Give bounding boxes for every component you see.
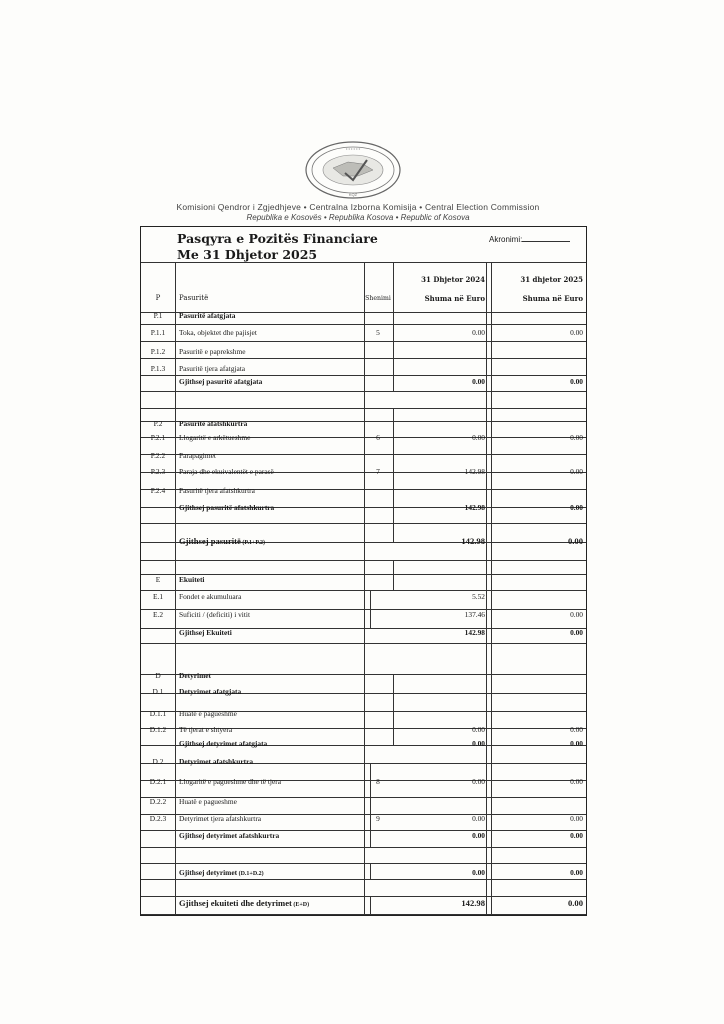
row-code: E.1 [152,592,164,601]
row-code: D.2.1 [149,777,167,786]
row-value-2025: 0.00 [567,536,583,546]
row-code: P.2.4 [150,486,166,495]
statement-date-line: Me 31 Dhjetor 2025 [177,247,318,262]
row-value-2025: 0.00 [570,777,583,786]
row-description: Fondet e akumuluara [179,592,242,601]
row-value-2025: 0.00 [570,725,583,734]
row-value-2025: 0.00 [570,328,583,337]
row-description: Suficiti / (deficiti) i vitit [179,610,251,619]
row-description: Parapagimet [179,451,216,460]
akronimi-field [489,233,570,244]
svg-text:KQZ: KQZ [348,192,358,197]
row-description: Gjithsej detyrimet afatshkurtra [179,831,280,840]
row-value-2025: 0.00 [570,377,583,386]
row-description: Huatë e pagueshme [179,709,237,718]
row-value-2025: 0.00 [570,433,583,442]
grid-column-line [370,763,371,847]
statement-title [177,231,378,263]
col-header-2025-unit: Shuma në Euro [522,294,583,303]
row-value-2025: 0.00 [570,610,583,619]
grid-column-line [393,560,394,590]
akronimi-label: Akronimi: [489,235,523,244]
row-description-text: Gjithsej detyrimet [179,868,238,877]
row-code: D.2.3 [149,814,167,823]
grid-column-line [175,262,176,914]
row-note-ref: 6 [376,433,380,442]
row-value-2025: 0.00 [570,831,583,840]
row-code: D.2.2 [149,797,167,806]
row-value-2024: 142.98 [464,503,485,512]
row-code: P.1.1 [150,328,166,337]
row-code: D.1.2 [149,725,167,734]
col-header-desc: Pasuritë [179,294,209,302]
col-header-2025-date: 31 dhjetor 2025 [520,275,583,284]
row-value-2024: 137.46 [464,610,485,619]
grid-row-line [141,914,586,915]
grid-column-line [393,674,394,745]
row-code: D.1 [152,687,164,696]
row-description [179,868,264,879]
row-value-2024: 0.00 [472,814,485,823]
row-formula: (E+D) [291,902,310,908]
row-description: Toka, objektet dhe pajisjet [179,328,257,337]
row-value-2024: 0.00 [472,433,485,442]
col-header-code: P [155,294,161,302]
row-formula: (P.1+P.2) [240,540,265,546]
row-description: Huatë e pagueshme [179,797,237,806]
col-header-2024-unit: Shuma në Euro [424,294,485,303]
row-description: Të tjerat e shtyera [179,725,233,734]
row-value-2025: 0.00 [570,739,583,748]
row-code: E.2 [152,610,164,619]
row-description: Pasuritë afatgjata [179,311,236,320]
grid-column-line [486,262,487,914]
row-description: Paraja dhe ekuivalentët e parasë [179,467,274,476]
grid-column-line [370,590,371,628]
row-description: Pasuritë afatshkurtra [179,419,248,428]
grid-column-line [370,863,371,879]
row-value-2024: 5.52 [472,592,485,601]
row-value-2025: 0.00 [570,467,583,476]
row-value-2025: 0.00 [567,898,583,908]
row-code: E [155,575,161,584]
svg-text:• • • • • •: • • • • • • [346,146,360,151]
row-description [179,899,309,910]
row-code: P.2 [153,419,163,428]
row-description-text: Gjithsej ekuiteti dhe detyrimet [179,898,292,908]
row-code: P.1.3 [150,364,166,373]
row-description: Gjithsej pasuritë afatgjata [179,377,263,386]
col-header-2024-date: 31 Dhjetor 2024 [421,275,485,284]
row-description: Pasuritë tjera afatshkurtra [179,486,255,495]
row-note-ref: 9 [376,814,380,823]
row-description: Detyrimet afatshkurtra [179,757,254,766]
row-value-2024: 0.00 [472,777,485,786]
row-description: Llogaritë e pagueshme dhe të tjera [179,777,281,786]
row-note-ref: 7 [376,467,380,476]
col-header-note: Shenimi [365,295,391,302]
row-code: P.2.2 [150,451,166,460]
grid-column-line [370,896,371,914]
row-value-2024: 0.00 [472,868,485,877]
row-code: P.2.3 [150,467,166,476]
row-value-2024: 0.00 [472,725,485,734]
row-description: Pasuritë e paprekshme [179,347,246,356]
row-value-2025: 0.00 [570,628,583,637]
row-code: D [155,671,161,680]
row-value-2024: 142.98 [461,898,485,908]
row-description: Pasuritë tjera afatgjata [179,364,246,373]
row-description-text: Gjithsej pasuritë [179,536,241,546]
row-value-2025: 0.00 [570,503,583,512]
row-value-2024: 142.98 [464,628,485,637]
row-value-2024: 142.98 [461,536,485,546]
row-description: Llogaritë e arkëtueshme [179,433,251,442]
row-description: Gjithsej Ekuiteti [179,628,232,637]
commission-seal-logo [303,140,403,200]
row-value-2024: 0.00 [472,377,485,386]
row-description: Gjithsej detyrimet afatgjata [179,739,268,748]
row-value-2024: 0.00 [472,328,485,337]
row-value-2024: 142.98 [464,467,485,476]
financial-position-statement [140,226,587,916]
republic-names-line: Republika e Kosovës • Republika Kosova • Republic of Kosova [246,213,470,222]
row-code: P.1 [153,311,163,320]
row-code: P.2.1 [150,433,166,442]
row-description [179,537,265,548]
row-value-2024: 0.00 [472,831,485,840]
row-note-ref: 8 [376,777,380,786]
row-note-ref: 5 [376,328,380,337]
row-value-2024: 0.00 [472,739,485,748]
row-code: D.2 [152,757,164,766]
statement-title-line1: Pasqyra e Pozitës Financiare [177,231,378,246]
row-description: Gjithsej pasuritë afatshkurtra [179,503,275,512]
row-code: D.1.1 [149,709,167,718]
row-code: P.1.2 [150,347,166,356]
row-description: Detyrimet [179,671,212,680]
row-value-2025: 0.00 [570,868,583,877]
row-description: Detyrimet tjera afatshkurtra [179,814,262,823]
row-formula: (D.1+D.2) [237,871,264,877]
akronimi-blank [522,233,570,242]
grid-column-line [393,262,394,391]
org-names-line: Komisioni Qendror i Zgjedhjeve • Centralna Izborna Komisija • Central Election Commission [176,202,540,212]
row-description: Detyrimet afatgjata [179,687,242,696]
row-description: Ekuiteti [179,575,205,584]
row-value-2025: 0.00 [570,814,583,823]
